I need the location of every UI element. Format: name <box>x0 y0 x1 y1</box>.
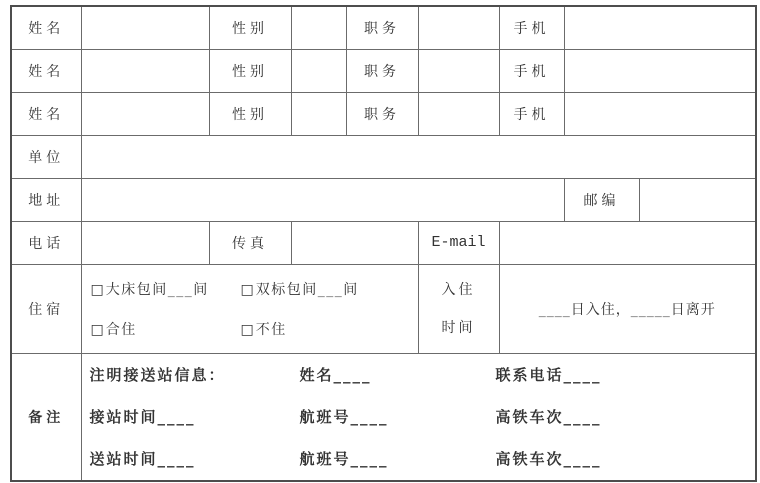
registration-form-table <box>10 5 757 482</box>
duty-label: 职务 <box>346 92 418 135</box>
pickup-time-field: 接站时间____ <box>89 408 196 426</box>
name-label: 姓名 <box>11 6 81 49</box>
org-row <box>11 135 756 178</box>
contact-row <box>11 221 756 264</box>
name-label: 姓名 <box>11 49 81 92</box>
lodging-option-label: 合住 <box>105 321 137 338</box>
postal-input-cell[interactable] <box>639 178 756 221</box>
address-label: 地址 <box>11 178 81 221</box>
remarks-line-2 <box>90 396 756 438</box>
phone-label: 电话 <box>11 221 81 264</box>
checkin-time-label-top: 入住 <box>441 281 476 298</box>
duty-label: 职务 <box>346 6 418 49</box>
checkin-time-value-cell[interactable] <box>499 264 756 353</box>
person-row-3 <box>11 92 756 135</box>
address-input-cell[interactable] <box>81 178 564 221</box>
checkbox-icon[interactable]: □ <box>240 281 254 298</box>
lodging-options-line-1 <box>91 269 418 309</box>
lodging-row <box>11 264 756 353</box>
org-input-cell[interactable] <box>81 135 756 178</box>
person-row-2 <box>11 49 756 92</box>
duty-input-cell[interactable] <box>418 92 499 135</box>
email-input-cell[interactable] <box>499 221 756 264</box>
mobile-label: 手机 <box>499 92 564 135</box>
lodging-option-label: 不住 <box>255 321 287 338</box>
transfer-phone-field: 联系电话____ <box>495 366 602 384</box>
gender-input-cell[interactable] <box>291 92 346 135</box>
duty-input-cell[interactable] <box>418 49 499 92</box>
name-input-cell[interactable] <box>81 92 209 135</box>
dropoff-flight-field: 航班号____ <box>299 450 389 468</box>
gender-label: 性别 <box>209 92 291 135</box>
mobile-label: 手机 <box>499 6 564 49</box>
mobile-input-cell[interactable] <box>564 6 756 49</box>
gender-label: 性别 <box>209 6 291 49</box>
checkbox-icon[interactable]: □ <box>90 321 104 338</box>
lodging-option-no-stay[interactable] <box>241 319 287 339</box>
checkin-time-value: ____日入住，_____日离开 <box>538 301 716 318</box>
gender-input-cell[interactable] <box>291 49 346 92</box>
remarks-content-cell[interactable] <box>81 353 756 481</box>
gender-input-cell[interactable] <box>291 6 346 49</box>
mobile-input-cell[interactable] <box>564 92 756 135</box>
dropoff-train-field: 高铁车次____ <box>495 450 602 468</box>
remarks-row <box>11 353 756 481</box>
lodging-options-line-2 <box>91 309 418 349</box>
address-row <box>11 178 756 221</box>
lodging-option-twin-room[interactable] <box>241 279 359 299</box>
lodging-option-label: 双标包间___间 <box>255 281 359 298</box>
fax-input-cell[interactable] <box>291 221 418 264</box>
remarks-line-3 <box>90 438 756 480</box>
dropoff-time-field: 送站时间____ <box>89 450 196 468</box>
lodging-options-cell <box>81 264 418 353</box>
duty-label: 职务 <box>346 49 418 92</box>
org-label: 单位 <box>11 135 81 178</box>
lodging-option-king-room[interactable] <box>91 279 241 299</box>
gender-label: 性别 <box>209 49 291 92</box>
email-label: E-mail <box>418 221 499 264</box>
postal-label: 邮编 <box>564 178 639 221</box>
lodging-label: 住宿 <box>11 264 81 353</box>
name-input-cell[interactable] <box>81 6 209 49</box>
checkin-time-label-bottom: 时间 <box>441 319 476 336</box>
pickup-flight-field: 航班号____ <box>299 408 389 426</box>
phone-input-cell[interactable] <box>81 221 209 264</box>
transfer-info-heading: 注明接送站信息： <box>89 366 226 384</box>
checkbox-icon[interactable]: □ <box>240 321 254 338</box>
fax-label: 传真 <box>209 221 291 264</box>
duty-input-cell[interactable] <box>418 6 499 49</box>
checkbox-icon[interactable]: □ <box>90 281 104 298</box>
mobile-label: 手机 <box>499 49 564 92</box>
transfer-name-field: 姓名____ <box>299 366 372 384</box>
name-input-cell[interactable] <box>81 49 209 92</box>
remarks-line-1 <box>90 354 756 396</box>
person-row-1 <box>11 6 756 49</box>
lodging-option-share-room[interactable] <box>91 319 241 339</box>
name-label: 姓名 <box>11 92 81 135</box>
checkin-time-label <box>418 264 499 353</box>
remarks-label: 备注 <box>11 353 81 481</box>
mobile-input-cell[interactable] <box>564 49 756 92</box>
pickup-train-field: 高铁车次____ <box>495 408 602 426</box>
lodging-option-label: 大床包间___间 <box>105 281 209 298</box>
